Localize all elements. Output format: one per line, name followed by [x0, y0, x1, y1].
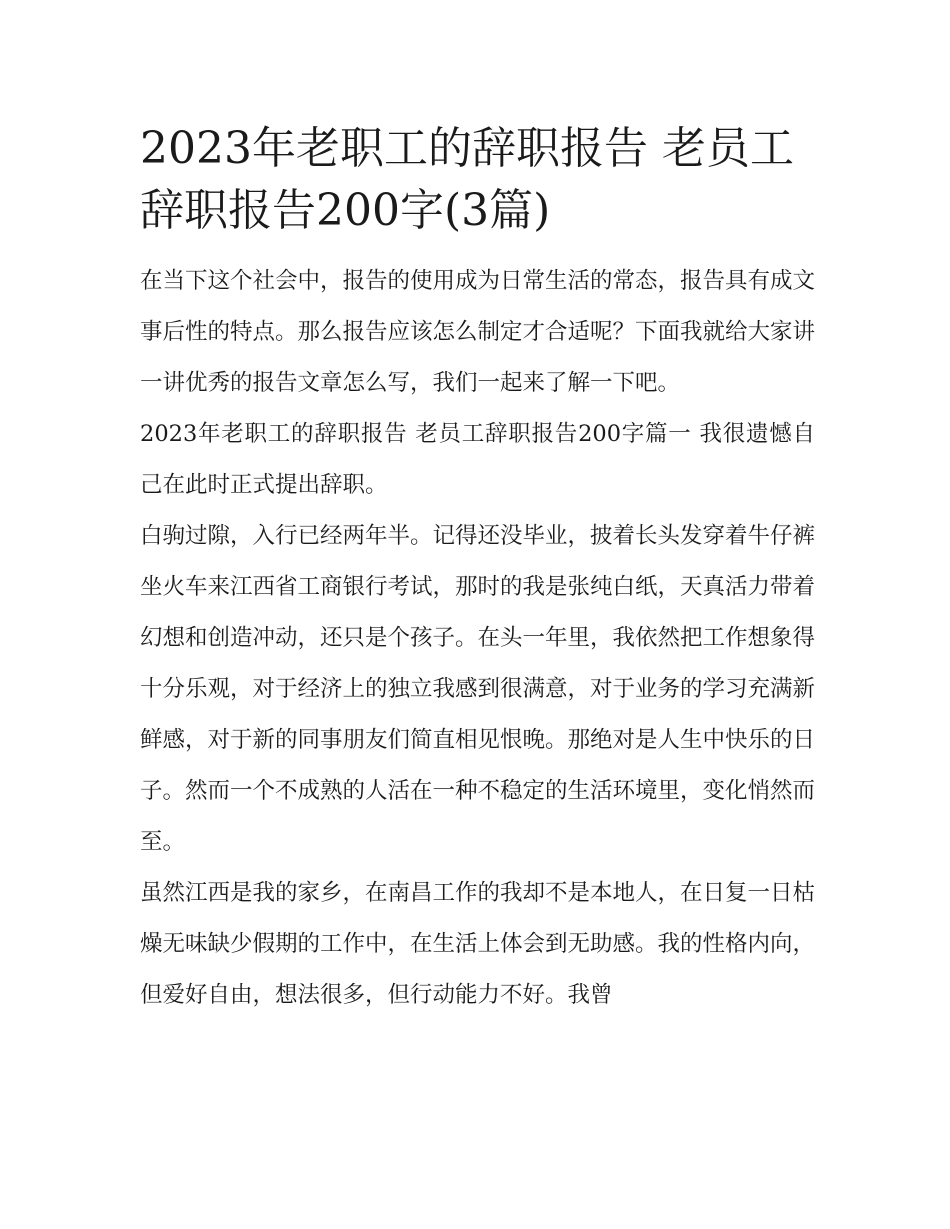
- paragraph-body-one: 白驹过隙，入行已经两年半。记得还没毕业，披着长头发穿着牛仔裤坐火车来江西省工商银行考试，那时的我是张纯白纸，天真活力带着幻想和创造冲动，还只是个孩子。在头一年里，我依然把工作想象得十分乐观，对于经济上的独立我感到很满意，对于业务的学习充满新鲜感，对于新的同事朋友们简直相见恨晚。那绝对是人生中快乐的日子。然而一个不成熟的人活在一种不稳定的生活环境里，变化悄然而至。: [140, 523, 816, 855]
- paragraph-intro: 在当下这个社会中，报告的使用成为日常生活的常态，报告具有成文事后性的特点。那么报告应该怎么制定才合适呢？下面我就给大家讲一讲优秀的报告文章怎么写，我们一起来了解一下吧。: [140, 268, 816, 396]
- document-body: [140, 118, 815, 1021]
- paragraph-heading-one: 2023年老职工的辞职报告 老员工辞职报告200字篇一 我很遗憾自己在此时正式提出辞职。: [140, 421, 815, 498]
- paragraph-body-two: 虽然江西是我的家乡，在南昌工作的我却不是本地人，在日复一日枯燥无味缺少假期的工作中，在生活上体会到无助感。我的性格内向，但爱好自由，想法很多，但行动能力不好。我曾: [140, 880, 816, 1008]
- document-title: 2023年老职工的辞职报告 老员工辞职报告200字(3篇): [140, 123, 794, 236]
